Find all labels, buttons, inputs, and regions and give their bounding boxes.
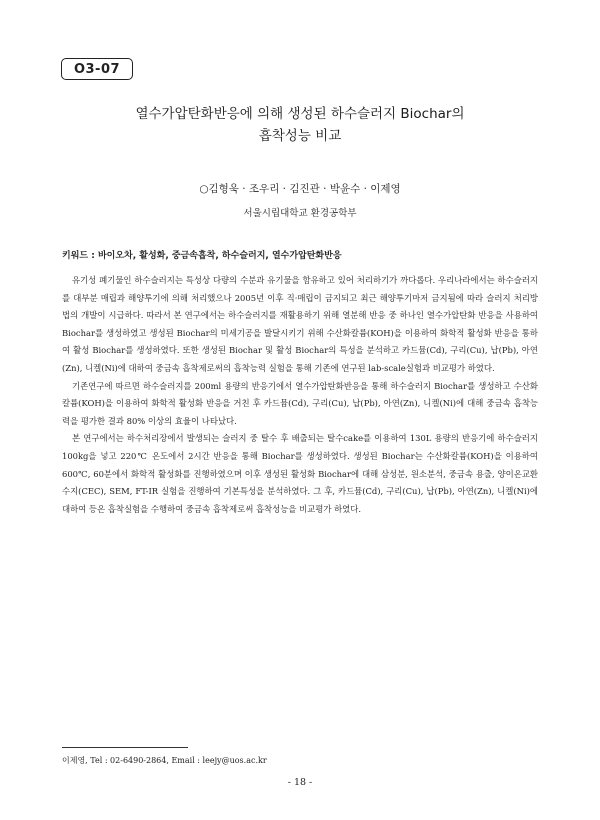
footnote-contact: 이제영, Tel : 02-6490-2864, Email : leejy@uos.ac.kr <box>62 756 267 765</box>
abstract-body <box>62 272 538 518</box>
page-number: - 18 - <box>287 777 313 788</box>
paper-title-line-2: 흡착성능 비교 <box>258 128 342 144</box>
keywords: 키워드 : 바이오차, 활성화, 중금속흡착, 하수슬러지, 열수가압탄화반응 <box>62 251 342 261</box>
paragraph-2: 기존연구에 따르면 하수슬러지를 200ml 용량의 반응기에서 열수가압탄화반응을 통해 하수슬러지 Biochar를 생성하고 수산화칼륨(KOH)을 이용하여 화학적 활성화 반응을 거친 후 카드뮴(Cd), 구리(Cu), 납(Pb), 아연(Zn), 니켈(Ni)에 대해 중금속 흡착능력을 평가한 결과 80% 이상의 효율이 나타났다. <box>62 380 538 426</box>
paragraph-3: 본 연구에서는 하수처리장에서 발생되는 슬러지 중 탈수 후 배출되는 탈수cake를 이용하여 130L 용량의 반응기에 하수슬러지 100kg을 넣고 220℃ 온도에서 2시간 반응을 통해 Biochar를 생성하였다. 생성된 Biochar는 수산화칼륨(KOH)을 이용하여 600℃, 60분에서 화학적 활성화를 진행하였으며 이후 생성된 활성화 Biochar에 대해 삼성분, 원소분석, 중금속 용출, 양이온교환수지(CEC), SEM, FT-IR 실험을 진행하여 기본특성을 분석하였다. 그 후, 카드뮴(Cd), 구리(Cu), 납(Pb), 아연(Zn), 니켈(Ni)에 대하여 등온 흡착실험을 수행하여 중금속 흡착제로써 흡착성능을 비교평가 하였다. <box>62 433 538 514</box>
paragraph-1: 유기성 폐기물인 하수슬러지는 특성상 다량의 수분과 유기물을 함유하고 있어 처리하기가 까다롭다. 우리나라에서는 하수슬러지를 대부분 매립과 해양투기에 의해 처리했으나 2005년 이후 직·매립이 금지되고 최근 해양투기마저 금지됨에 따라 슬러지 처리방법의 개발이 시급하다. 따라서 본 연구에서는 하수슬러지를 재활용하기 위해 열분해 반응 중 하나인 열수가압탄화 반응을 사용하여 Biochar를 생성하였고 생성된 Biochar의 미세기공을 발달시키기 위해 수산화칼륨(KOH)을 이용하여 화학적 활성화 반응을 통하여 활성 Biochar를 생성하였다. 또한 생성된 Biochar 및 활성 Biochar의 특성을 분석하고 카드뮴(Cd), 구리(Cu), 납(Pb), 아연(Zn), 니켈(Ni)에 대하여 중금속 흡착제로써의 흡착능력 실험을 통해 기존에 연구된 lab-scale실험과 비교평가 하였다. <box>62 275 538 373</box>
affiliation: 서울시립대학교 환경공학부 <box>243 208 357 219</box>
session-code-badge: O3-07 <box>61 58 133 80</box>
paper-title-line-1: 열수가압탄화반응에 의해 생성된 하수슬러지 Biochar의 <box>135 106 465 122</box>
footnote-divider <box>62 747 188 748</box>
authors: ○김형욱 · 조우리 · 김진관 · 박윤수 · 이제영 <box>199 183 401 195</box>
